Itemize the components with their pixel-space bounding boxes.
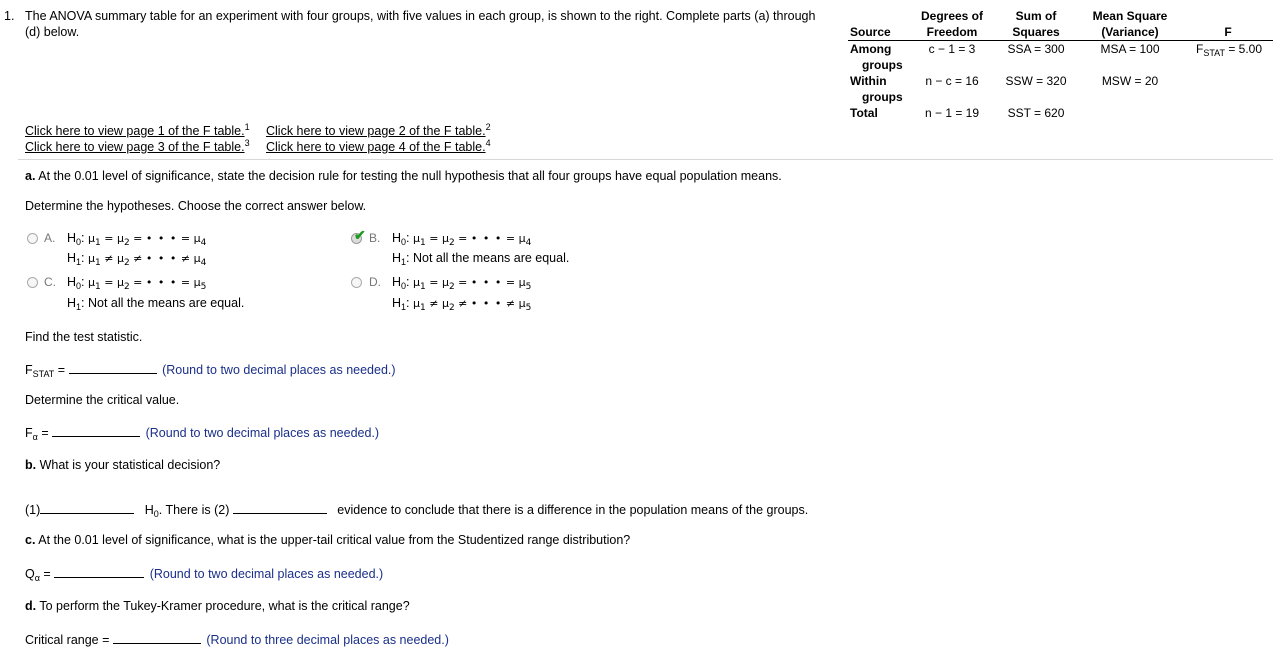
qalpha-label-sub: α: [34, 573, 40, 583]
fstat-value: = 5.00: [1224, 42, 1263, 56]
option-c-h1[interactable]: $H_1$: Not all the means are equal.: [67, 296, 245, 312]
section-divider: [18, 159, 1273, 160]
option-d-h1-last-index: 5: [525, 303, 532, 313]
row-among-source1: Among: [850, 42, 892, 56]
option-c-h1-text: : Not all the means are equal.: [81, 296, 245, 310]
falpha-label-sub: α: [32, 432, 38, 442]
fstat-round-hint: (Round to two decimal places as needed.): [162, 363, 396, 377]
decision-select-1[interactable]: [40, 501, 134, 514]
fstat-answer-row: [25, 361, 396, 379]
critical-range-round-hint: (Round to three decimal places as needed.): [206, 633, 449, 647]
qalpha-answer-row: [25, 565, 383, 583]
f-table-link-1-footnote: 1: [244, 122, 250, 132]
row-total-source: Total: [850, 106, 878, 120]
option-b-h0[interactable]: $H_0$: $\mu_1 = \mu_2$ = • • • = $\mu_4$: [392, 231, 532, 248]
f-table-link-2-text[interactable]: Click here to view page 2 of the F table.: [266, 124, 486, 138]
header-ss-line1: Sum of: [1015, 9, 1057, 23]
f-table-link-3[interactable]: [25, 138, 250, 154]
row-within-df: n − c = 16: [925, 74, 979, 88]
critical-range-label: Critical range =: [25, 633, 110, 647]
qalpha-eq: =: [43, 567, 51, 581]
falpha-answer-row: [25, 424, 379, 442]
qalpha-round-hint: (Round to two decimal places as needed.): [149, 567, 384, 581]
f-table-link-1[interactable]: [25, 122, 250, 138]
header-df-line1: Degrees of: [920, 9, 984, 23]
option-a-h1-last-index: 4: [200, 258, 207, 268]
row-total-ss: SST = 620: [1007, 106, 1065, 120]
option-a-h1[interactable]: $H_1$: $\mu_1 \ne \mu_2$ ≠ • • • ≠ $\mu_4$: [67, 251, 207, 268]
critical-value-prompt: Determine the critical value.: [25, 393, 180, 407]
row-total-df: n − 1 = 19: [924, 106, 980, 120]
option-b-h1-text: : Not all the means are equal.: [406, 251, 570, 265]
option-d-h0[interactable]: $H_0$: $\mu_1 = \mu_2$ = • • • = $\mu_5$: [392, 275, 532, 292]
f-table-link-4[interactable]: [266, 138, 491, 154]
option-b-letter: B.: [369, 231, 381, 245]
part-c-text: At the 0.01 level of significance, what is the upper-tail critical value from the Studentized range distribution?: [38, 533, 631, 547]
row-within-ms: MSW = 20: [1101, 74, 1159, 88]
row-among-df: c − 1 = 3: [928, 42, 976, 56]
option-a-radio[interactable]: [27, 233, 38, 244]
fstat-label-sub: STAT: [32, 369, 55, 379]
option-a-h0-last-index: 4: [200, 238, 207, 248]
f-table-link-2-footnote: 2: [485, 122, 491, 132]
falpha-eq: =: [41, 426, 49, 440]
option-d-radio[interactable]: [351, 277, 362, 288]
row-among-source2: groups: [862, 58, 903, 72]
fstat-input[interactable]: [69, 361, 157, 374]
part-c-label: c.: [25, 533, 36, 547]
critical-range-row: [25, 631, 449, 647]
part-a-prompt: [25, 169, 782, 183]
fstat-label: F: [25, 363, 33, 377]
part-b-label: b.: [25, 458, 37, 472]
fstat-main: F: [1195, 42, 1204, 56]
option-c-letter: C.: [44, 275, 56, 289]
qalpha-label: Q: [25, 567, 35, 581]
part-b-prompt: [25, 458, 220, 472]
qalpha-input[interactable]: [54, 565, 144, 578]
part-d-text: To perform the Tukey-Kramer procedure, what is the critical range?: [39, 599, 410, 613]
row-within-ss: SSW = 320: [1005, 74, 1067, 88]
row-among-ms: MSA = 100: [1100, 42, 1160, 56]
f-table-link-4-text[interactable]: Click here to view page 4 of the F table.: [266, 140, 486, 154]
option-a-letter: A.: [44, 231, 56, 245]
option-c-h0[interactable]: $H_0$: $\mu_1 = \mu_2$ = • • • = $\mu_5$: [67, 275, 207, 292]
f-table-link-2[interactable]: [266, 122, 491, 138]
part-d-prompt: [25, 599, 410, 613]
falpha-label: F: [25, 426, 33, 440]
f-table-link-1-text[interactable]: Click here to view page 1 of the F table.: [25, 124, 245, 138]
option-b-h1[interactable]: $H_1$: Not all the means are equal.: [392, 251, 570, 267]
option-d-h1[interactable]: $H_1$: $\mu_1 \ne \mu_2$ ≠ • • • ≠ $\mu_5$: [392, 296, 532, 313]
option-d-h0-last-index: 5: [525, 282, 532, 292]
checkmark-icon: ✔: [354, 227, 366, 243]
question-intro-line2: (d) below.: [25, 25, 80, 39]
option-c-radio[interactable]: [27, 277, 38, 288]
option-a-h0[interactable]: $H_0$: $\mu_1 = \mu_2$ = • • • = $\mu_4$: [67, 231, 207, 248]
part-b-text: What is your statistical decision?: [39, 458, 221, 472]
option-b-h0-last-index: 4: [525, 238, 532, 248]
fstat-sub: STAT: [1203, 48, 1225, 58]
question-number: 1.: [4, 9, 15, 23]
decision-select-2[interactable]: [233, 501, 327, 514]
header-ms-line2: (Variance): [1101, 25, 1159, 39]
part-d-label: d.: [25, 599, 37, 613]
decision-mid: . There is (2): [158, 503, 230, 517]
row-within-source1: Within: [850, 74, 887, 88]
part-a-text: At the 0.01 level of significance, state the decision rule for testing the null hypothesis that all four groups have equal population means.: [38, 169, 782, 183]
header-df-line2: Freedom: [926, 25, 978, 39]
part-a-label: a.: [25, 169, 36, 183]
decision-row: [25, 501, 808, 519]
part-c-prompt: [25, 533, 630, 547]
header-source: Source: [850, 25, 891, 39]
decision-blank1-label: (1): [25, 503, 41, 517]
decision-h0-sub: 0: [153, 509, 159, 519]
falpha-input[interactable]: [52, 424, 140, 437]
hypotheses-prompt: Determine the hypotheses. Choose the correct answer below.: [25, 199, 367, 213]
row-within-source2: groups: [862, 90, 903, 104]
f-table-link-4-footnote: 4: [485, 138, 491, 148]
test-stat-prompt: Find the test statistic.: [25, 330, 143, 344]
question-intro-line1: The ANOVA summary table for an experiment with four groups, with five values in each group, is shown to the right. Complete parts (a) through: [25, 9, 816, 23]
header-ms-line1: Mean Square: [1092, 9, 1168, 23]
falpha-round-hint: (Round to two decimal places as needed.): [145, 426, 380, 440]
header-ss-line2: Squares: [1012, 25, 1060, 39]
option-d-letter: D.: [369, 275, 381, 289]
header-f: F: [1224, 25, 1232, 39]
row-among-ss: SSA = 300: [1007, 42, 1065, 56]
critical-range-input[interactable]: [113, 631, 201, 644]
row-among-fstat: [1184, 41, 1273, 61]
decision-h0: H: [144, 503, 154, 517]
f-table-link-3-footnote: 3: [244, 138, 250, 148]
decision-end: evidence to conclude that there is a difference in the population means of the groups.: [337, 503, 809, 517]
f-table-link-3-text[interactable]: Click here to view page 3 of the F table.: [25, 140, 245, 154]
option-c-h0-last-index: 5: [200, 282, 207, 292]
fstat-eq: =: [57, 363, 66, 377]
